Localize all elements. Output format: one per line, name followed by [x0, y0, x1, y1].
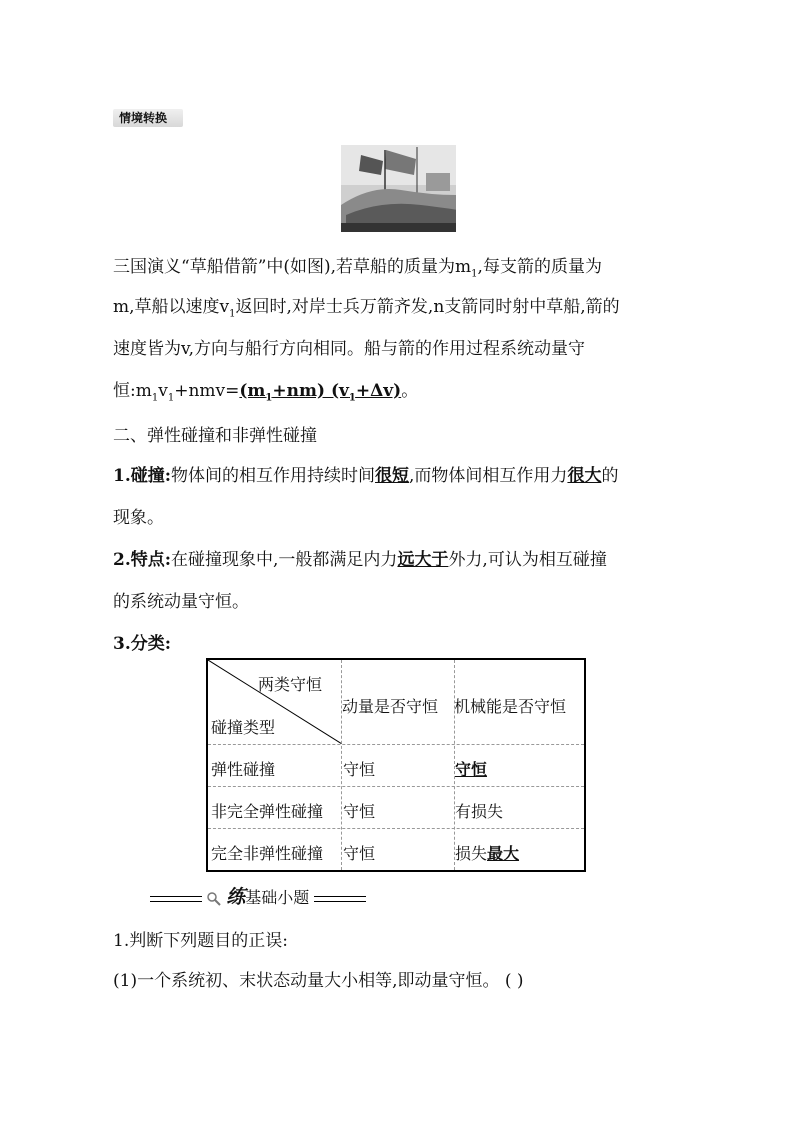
scene-tag: 情境转换 [113, 109, 183, 127]
practice-title: 基础小题 [245, 888, 310, 907]
item2-line1: 2.特点:在碰撞现象中,一般都满足内力远大于外力,可认为相互碰撞 [113, 550, 607, 570]
collision-table [206, 658, 586, 872]
table-row-3-type: 完全非弹性碰撞 [211, 844, 324, 863]
item1-line1: 1.碰撞:物体间的相互作用持续时间很短,而物体间相互作用力很大的 [113, 466, 619, 486]
scene-line-4: 恒$:m_1v_1+nmv=(m_1+nm)$ $(v_1+\Delta v)$。 [113, 381, 419, 404]
practice-heading [150, 882, 366, 909]
corner-top-label: 两类守恒 [258, 675, 323, 694]
table-row-1-energy: 守恒 [455, 760, 488, 779]
scene-line-3: 速度皆为v,方向与船行方向相同。船与箭的作用过程系统动量守 [113, 339, 585, 359]
question-1: 1.判断下列题目的正误: [113, 931, 288, 951]
table-row-2-type: 非完全弹性碰撞 [211, 802, 324, 821]
table-row-1-momentum: 守恒 [343, 760, 376, 779]
col-momentum-header: 动量是否守恒 [342, 697, 439, 716]
table-row-2-energy: 有损失 [455, 802, 504, 821]
table-row-2-momentum: 守恒 [343, 802, 376, 821]
table-row-3-energy: 损失最大 [455, 844, 520, 863]
magnifier-icon [207, 892, 221, 906]
boat-arrows-image [341, 145, 456, 232]
practice-icon-char: 练 [226, 886, 246, 908]
corner-bottom-label: 碰撞类型 [211, 718, 276, 737]
item2-line2: 的系统动量守恒。 [113, 592, 249, 612]
item1-line2: 现象。 [113, 508, 164, 528]
table-row-1-type: 弹性碰撞 [211, 760, 276, 779]
scene-answer: $(m_1+nm)$ $(v_1+\Delta v)$ [239, 381, 402, 404]
col-energy-header: 机械能是否守恒 [454, 697, 567, 716]
scene-line-2: m,草船以速度$v_1$返回时,对岸士兵万箭齐发,n支箭同时射中草船,箭的 [113, 297, 620, 320]
question-1-1: (1)一个系统初、末状态动量大小相等,即动量守恒。 ( ) [113, 971, 524, 991]
table-row-3-momentum: 守恒 [343, 844, 376, 863]
section2-title: 二、弹性碰撞和非弹性碰撞 [113, 426, 317, 446]
item3-label: 3.分类: [113, 634, 172, 654]
scene-line-1: 三国演义“草船借箭”中(如图),若草船的质量为$m_1$,每支箭的质量为 [113, 257, 602, 280]
